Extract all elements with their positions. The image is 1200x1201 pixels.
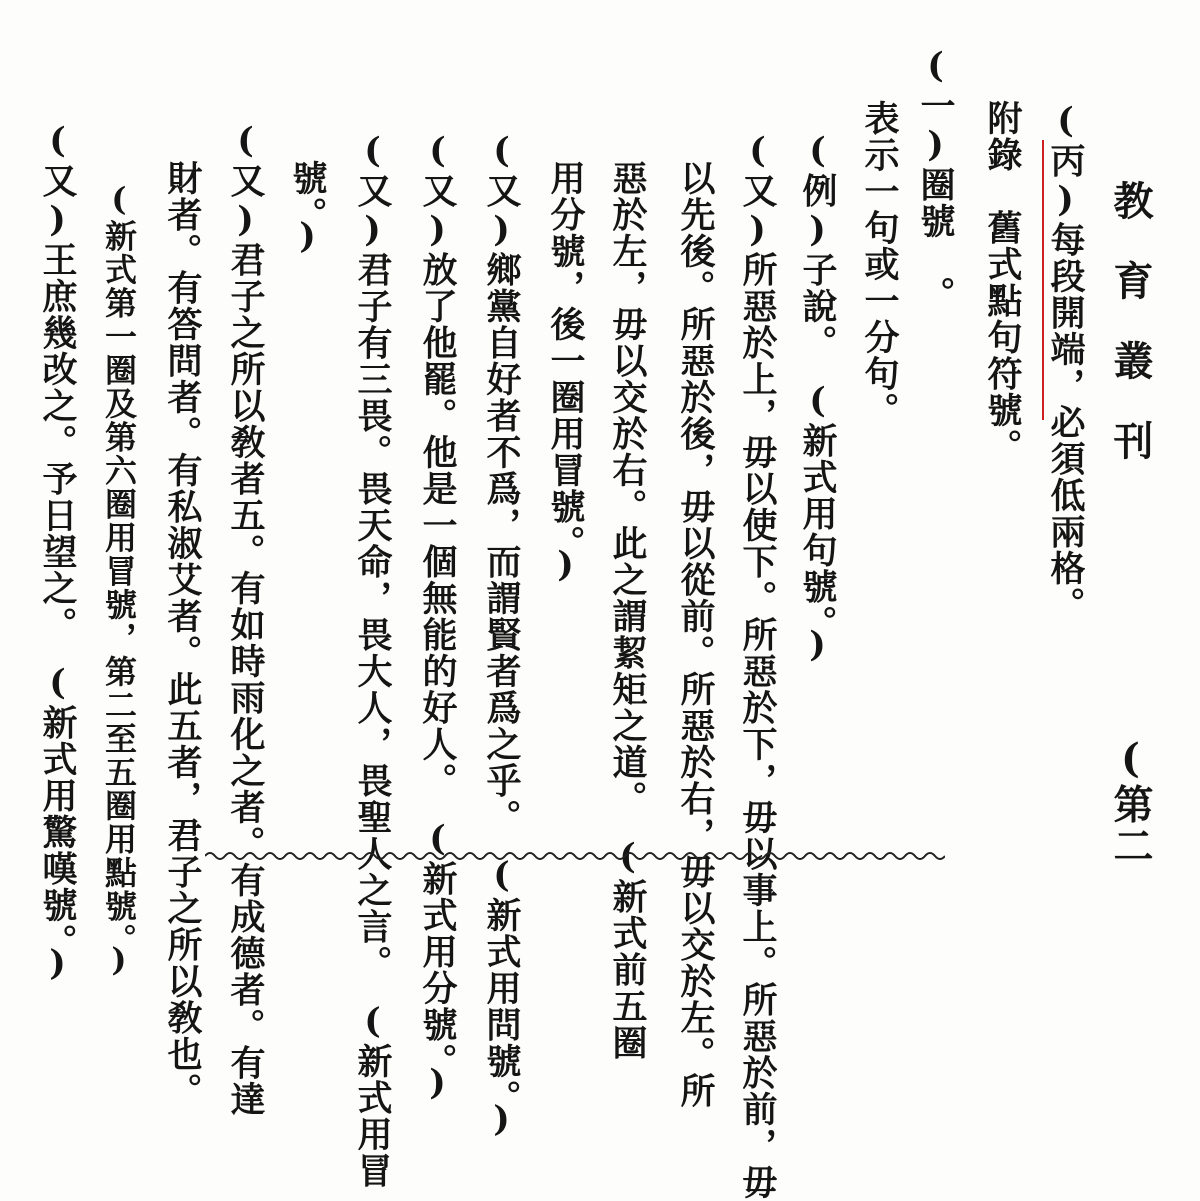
running-header-issue: (第二: [1107, 735, 1154, 867]
example-line: (又)君子有三畏。畏天命，畏大人，畏聖人之言。 (新式用冒: [352, 130, 393, 1189]
rule-line-c: (丙)每段開端，必須低兩格。: [1045, 100, 1086, 623]
example-line: 惡於左，毋以交於右。此之謂絜矩之道。 (新式前五圈: [607, 160, 648, 1061]
red-underline-mark: [1042, 140, 1044, 420]
example-line: (又)王庶幾改之。予日望之。 (新式用驚嘆號。): [37, 120, 78, 985]
example-line: (又)放了他罷。他是一個無能的好人。 (新式用分號。): [417, 130, 458, 1105]
running-header-title: 教育叢刊: [1107, 180, 1154, 500]
circle-mark-heading: (一)圈號 。: [915, 45, 956, 313]
example-line: (又)鄉黨自好者不爲，而謂賢者爲之乎。 (新式用問號。): [481, 130, 522, 1141]
example-line: 財者。有答問者。有私淑艾者。此五者，君子之所以敎也。: [162, 160, 203, 1109]
wavy-rule: [205, 848, 945, 864]
example-line: 用分號，後一圈用冒號。): [545, 160, 586, 587]
example-line: (又)君子之所以敎者五。有如時雨化之者。有成德者。有達: [225, 120, 266, 1118]
example-line: (例)子說。 (新式用句號。): [797, 130, 838, 667]
appendix-heading: 附錄 舊式點句符號。: [982, 100, 1023, 465]
example-line: 以先後。所惡於後，毋以從前。所惡於右，毋以交於左。所: [675, 160, 716, 1109]
circle-mark-description: 表示一句或一分句。: [859, 100, 900, 429]
example-line: (又)所惡於上，毋以使下。所惡於下，毋以事上。所惡於前，毋: [737, 130, 778, 1201]
example-note: (新式第一圈及第六圈用冒號，第二至五圈用點號。): [100, 180, 138, 980]
example-line: 號。): [287, 160, 328, 258]
